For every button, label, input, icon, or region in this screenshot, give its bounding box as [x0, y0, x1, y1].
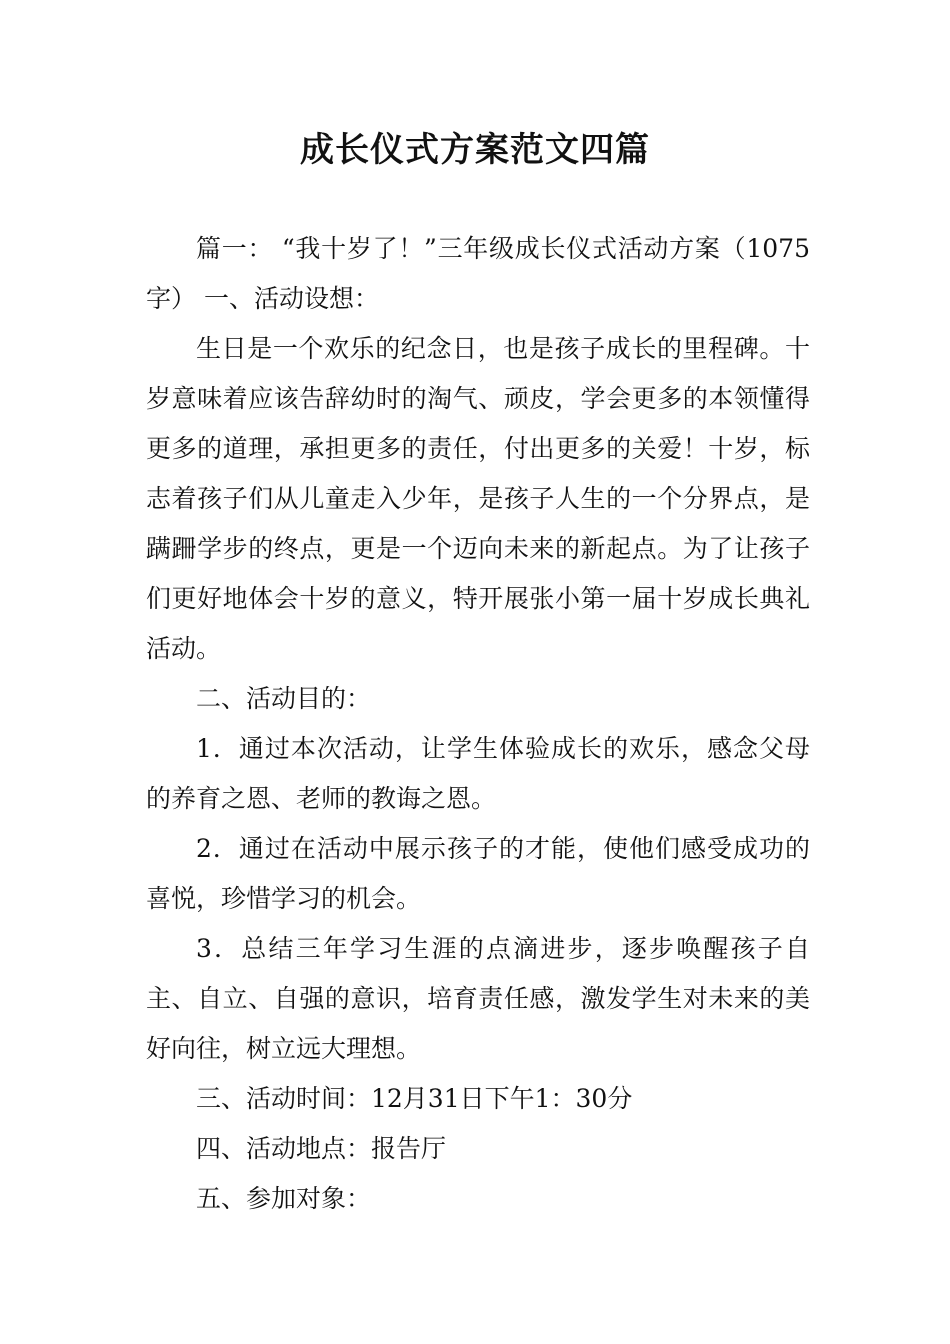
document-body [146, 224, 810, 1224]
purpose-item-1: 1．通过本次活动，让学生体验成长的欢乐，感念父母的养育之恩、老师的教诲之恩。 [146, 734, 810, 813]
purpose-item-2: 2．通过在活动中展示孩子的才能，使他们感受成功的喜悦，珍惜学习的机会。 [146, 834, 810, 913]
activity-time: 三、活动时间：12月31日下午1：30分 [196, 1084, 633, 1113]
purpose-item-3: 3．总结三年学习生涯的点滴进步，逐步唤醒孩子自主、自立、自强的意识，培育责任感，激发学生对未来的美好向往，树立远大理想。 [146, 934, 810, 1063]
participants-heading: 五、参加对象： [196, 1184, 372, 1213]
document-title: 成长仪式方案范文四篇 [300, 130, 650, 170]
heading-activity-purpose: 二、活动目的： [196, 684, 372, 713]
activity-location: 四、活动地点：报告厅 [196, 1134, 447, 1163]
paragraph-intro: 篇一： “我十岁了！”三年级成长仪式活动方案（1075字） 一、活动设想： [146, 234, 810, 313]
paragraph-activity-concept: 生日是一个欢乐的纪念日，也是孩子成长的里程碑。十岁意味着应该告辞幼时的淘气、顽皮，学会更多的本领懂得更多的道理，承担更多的责任，付出更多的关爱！十岁，标志着孩子们从儿童走入少年，是孩子人生的一个分界点，是蹒跚学步的终点，更是一个迈向未来的新起点。为了让孩子们更好地体会十岁的意义，特开展张小第一届十岁成长典礼活动。 [146, 334, 810, 663]
